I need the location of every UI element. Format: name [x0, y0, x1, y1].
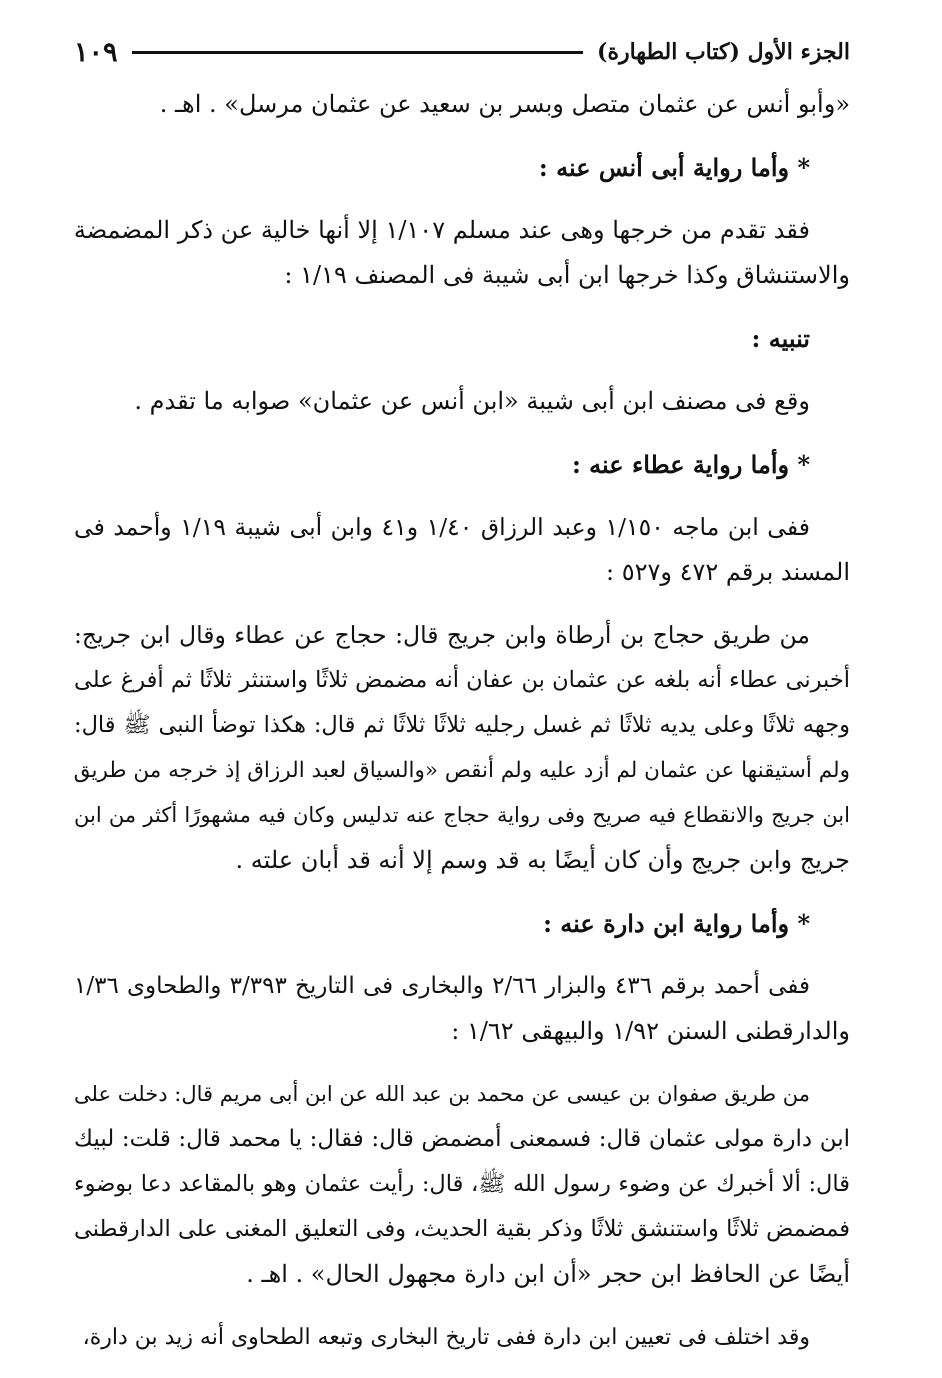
paragraph-ata-chain — [74, 613, 850, 883]
section-heading-ibn-dara — [74, 901, 850, 946]
text-line: ابن جريج والانقطاع فيه صريح وفى رواية حجاج عنه تدليس وكان فيه مشهورًا أكثر من ابن — [74, 803, 850, 827]
heading-line: * وأما رواية عطاء عنه : — [571, 450, 810, 479]
text-line: من طريق حجاج بن أرطاة وابن جريج قال: حجاج عن عطاء وقال ابن جريج: — [74, 621, 810, 649]
page-header — [74, 30, 850, 74]
text-line: والدارقطنى السنن ١/٩٢ والبيهقى ١/٦٢ : — [451, 1017, 850, 1045]
paragraph-quote-end — [74, 82, 850, 127]
note-heading — [74, 316, 850, 361]
paragraph-note — [74, 379, 850, 424]
text-line: وقد اختلف فى تعيين ابن دارة ففى تاريخ البخارى وتبعه الطحاوى أنه زيد بن دارة، — [82, 1325, 810, 1350]
paragraph-ibn-dara-chain — [74, 1072, 850, 1297]
text-line: أخبرنى عطاء أنه بلغه عن عثمان بن عفان أنه مضمض ثلاثًا واستنثر ثلاثًا ثم أفرغ على — [74, 667, 850, 693]
text-line: أيضًا عن الحافظ ابن حجر «أن ابن دارة مجهول الحال» . اهـ . — [246, 1260, 850, 1288]
section-heading-ata — [74, 442, 850, 487]
text-line: ففى أحمد برقم ٤٣٦ والبزار ٢/٦٦ والبخارى فى التاريخ ٣/٣٩٣ والطحاوى ١/٣٦ — [74, 973, 810, 999]
text-line: ففى ابن ماجه ١/١٥٠ وعبد الرزاق ١/٤٠ و٤١ وابن أبى شيبة ١/١٩ وأحمد فى — [74, 513, 810, 541]
running-title: الجزء الأول (كتاب الطهارة) — [597, 39, 850, 65]
text-line: فمضمض ثلاثًا واستنشق ثلاثًا وذكر بقية الحديث، وفى التعليق المغنى على الدارقطنى — [74, 1216, 850, 1242]
text-line: ابن دارة مولى عثمان قال: فسمعنى أمضمض قال: فقال: يا محمد قال: قلت: لبيك — [74, 1126, 850, 1152]
heading-line: * وأما رواية ابن دارة عنه : — [543, 909, 810, 938]
text-line: والاستنشاق وكذا خرجها ابن أبى شيبة فى المصنف ١/١٩ : — [284, 261, 850, 289]
text-line: وجهه ثلاثًا وعلى يديه ثلاثًا ثم غسل رجليه ثلاثًا ثلاثًا ثم قال: هكذا توضأ النبى ﷺ قال: — [74, 712, 850, 738]
page-body — [74, 82, 850, 1378]
text-line: «وأبو أنس عن عثمان متصل وبسر بن سعيد عن عثمان مرسل» . اهـ . — [159, 90, 850, 118]
page-number: ١٠٩ — [74, 36, 118, 68]
text-line: وقع فى مصنف ابن أبى شيبة «ابن أنس عن عثمان» صوابه ما تقدم . — [134, 387, 810, 415]
paragraph-abu-anas — [74, 208, 850, 298]
text-line: جريج وابن جريج وأن كان أيضًا به قد وسم إلا أنه قد أبان علته . — [235, 846, 850, 874]
text-line: قال: ألا أخبرك عن وضوء رسول الله ﷺ، قال: رأيت عثمان وهو بالمقاعد دعا بوضوء — [74, 1171, 850, 1197]
paragraph-ibn-dara-sources — [74, 964, 850, 1054]
paragraph-ibn-dara-identity — [74, 1315, 850, 1360]
paragraph-ata-sources — [74, 505, 850, 595]
text-line: المسند برقم ٤٧٢ و٥٢٧ : — [605, 558, 850, 586]
section-heading-abu-anas — [74, 145, 850, 190]
text-line: من طريق صفوان بن عيسى عن محمد بن عبد الله عن ابن أبى مريم قال: دخلت على — [74, 1082, 810, 1106]
heading-line: * وأما رواية أبى أنس عنه : — [538, 153, 810, 182]
text-line: فقد تقدم من خرجها وهى عند مسلم ١/١٠٧ إلا أنها خالية عن ذكر المضمضة — [74, 216, 810, 244]
header-rule — [132, 51, 584, 54]
heading-line: تنبيه : — [751, 324, 810, 353]
text-line: ولم أستيقنها عن عثمان لم أزد عليه ولم أنقص «والسياق لعبد الرزاق إذ خرجه من طريق — [74, 758, 850, 783]
